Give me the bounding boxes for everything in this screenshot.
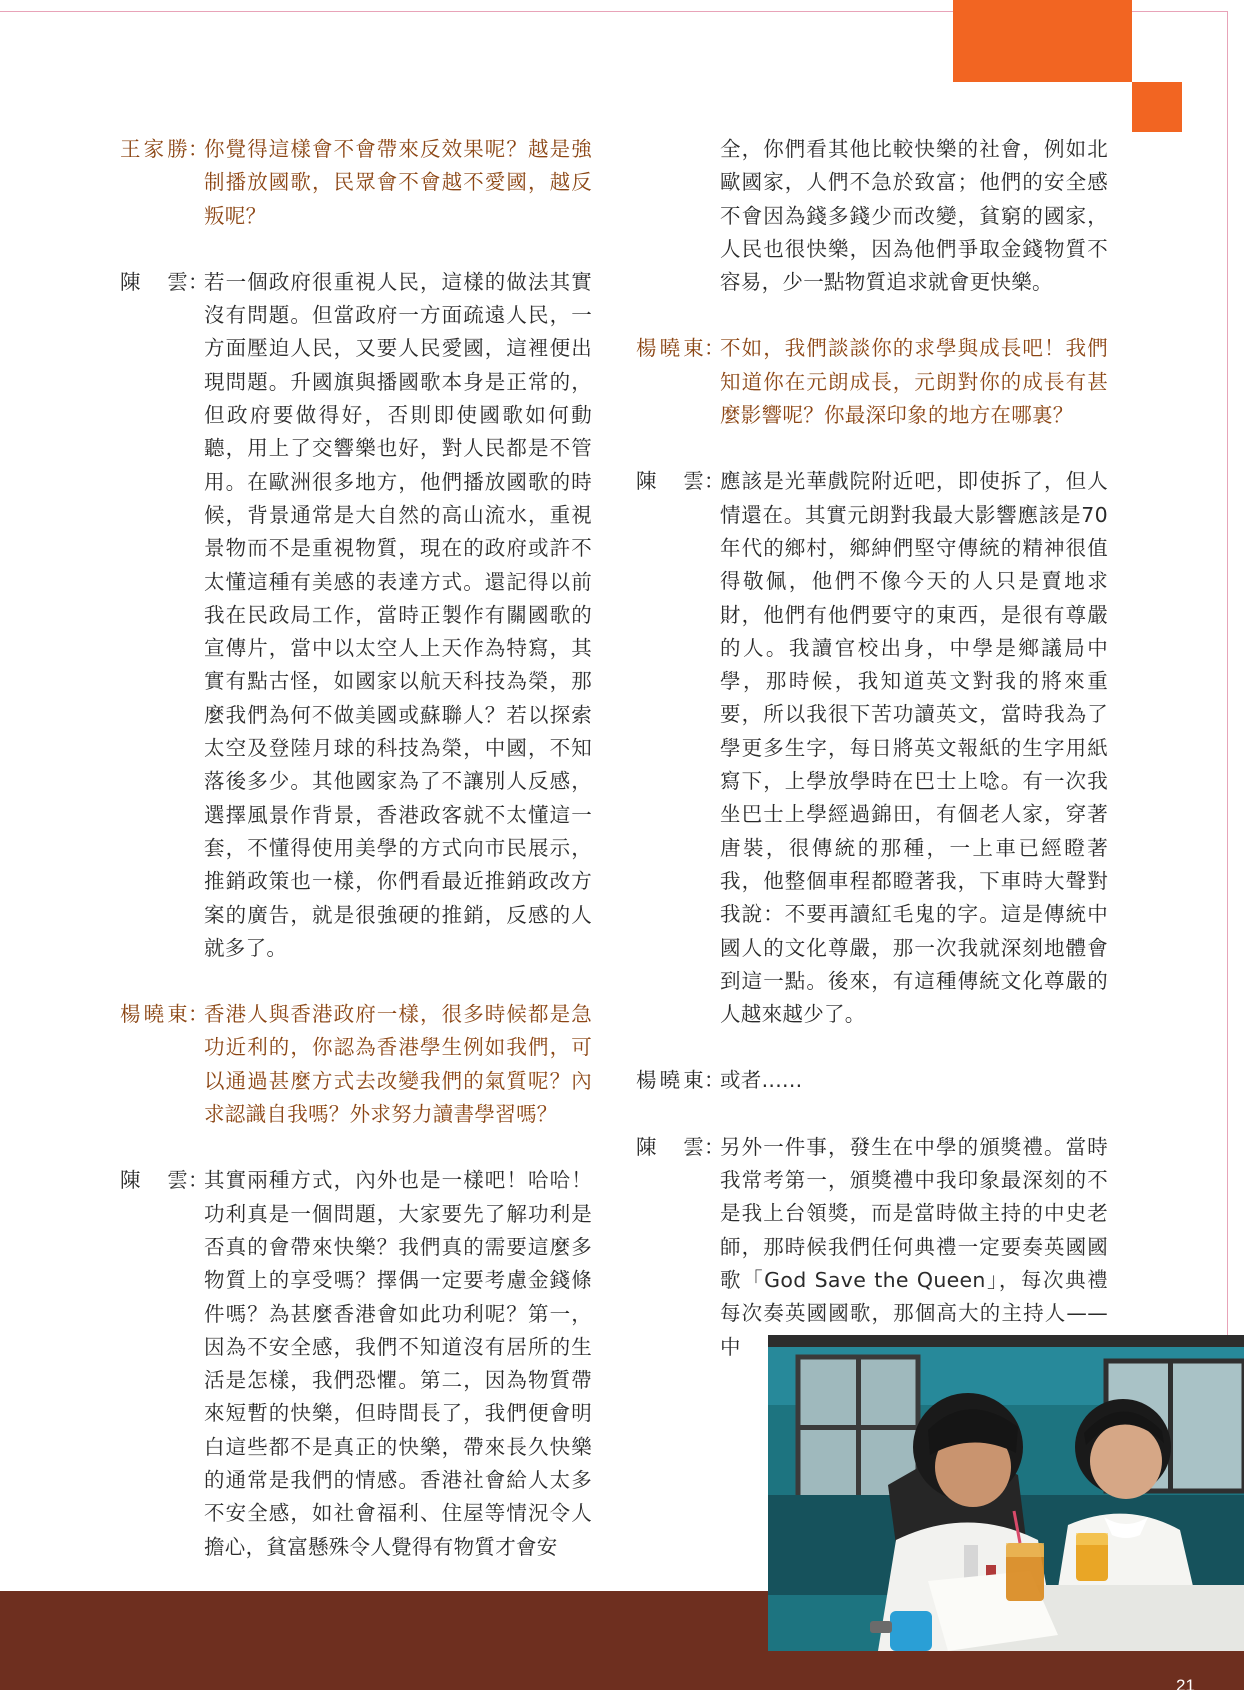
dialogue-text: 全，你們看其他比較快樂的社會，例如北歐國家，人們不急於致富；他們的安全感不會因為錢多錢少而改變，貧窮的國家，人民也很快樂，因為他們爭取金錢物質不容易，少一點物質追求就會更快樂。 — [720, 137, 1108, 295]
dialogue-entry — [120, 1164, 592, 1564]
page-number: 21 — [1176, 1676, 1195, 1690]
dialogue-text: 香港人與香港政府一樣，很多時候都是急功近利的，你認為香港學生例如我們，可以通過甚麼方式去改變我們的氣質呢？內求認識自我嗎？外求努力讀書學習嗎？ — [204, 1002, 592, 1127]
speaker-colon: ： — [704, 1134, 725, 1159]
dialogue-text: 或者...... — [720, 1068, 803, 1093]
speaker-colon: ： — [188, 1168, 209, 1193]
dialogue-entry — [636, 465, 1108, 1031]
dialogue-continuation — [636, 133, 1108, 299]
speaker-name: 楊曉東 — [636, 1068, 704, 1093]
dialogue-entry — [636, 332, 1108, 432]
speaker-name: 楊曉東 — [120, 1002, 188, 1027]
dialogue-entry — [120, 998, 592, 1131]
dialogue-entry — [636, 1064, 1108, 1097]
dialogue-entry — [120, 133, 592, 233]
speaker-name: 楊曉東 — [636, 336, 704, 361]
dialogue-text: 另外一件事，發生在中學的頒獎禮。當時我常考第一，頒獎禮中我印象最深刻的不是我上台領獎，而是當時做主持的中史老師，那時候我們任何典禮一定要奏英國國歌「God Save the Queen」，每次典禮每次奏英國國歌，那個高大的主持人——中 — [720, 1134, 1108, 1359]
dialogue-text: 應該是光華戲院附近吧，即使拆了，但人情還在。其實元朗對我最大影響應該是70年代的鄉村，鄉紳們堅守傳統的精神很值得敬佩，他們不像今天的人只是賣地求財，他們有他們要守的東西，是很有尊嚴的人。我讀官校出身，中學是鄉議局中學，那時候，我知道英文對我的將來重要，所以我很下苦功讀英文，當時我為了學更多生字，每日將英文報紙的生字用紙寫下，上學放學時在巴士上唸。有一次我坐巴士上學經過錦田，有個老人家，穿著唐裝，很傳統的那種，一上車已經瞪著我，他整個車程都瞪著我，下車時大聲對我說：不要再讀紅毛鬼的字。這是傳統中國人的文化尊嚴，那一次我就深刻地體會到這一點。後來，有這種傳統文化尊嚴的人越來越少了。 — [720, 469, 1108, 1027]
speaker-colon: ： — [188, 137, 209, 161]
speaker-name: 陳 雲 — [120, 269, 188, 294]
speaker-name: 陳 雲 — [636, 469, 704, 494]
speaker-colon: ： — [704, 1068, 725, 1093]
speaker-colon: ： — [188, 1002, 209, 1027]
orange-decor-block-large — [953, 0, 1132, 82]
speaker-name: 陳 雲 — [636, 1134, 704, 1159]
left-column — [120, 133, 592, 1597]
right-column — [636, 133, 1108, 1397]
dialogue-text: 你覺得這樣會不會帶來反效果呢？越是強制播放國歌，民眾會不會越不愛國，越反叛呢？ — [204, 137, 592, 228]
speaker-name: 陳 雲 — [120, 1168, 188, 1193]
dialogue-text: 不如，我們談談你的求學與成長吧！我們知道你在元朗成長，元朗對你的成長有甚麼影響呢？你最深印象的地方在哪裏？ — [720, 336, 1108, 428]
dialogue-text: 其實兩種方式，內外也是一樣吧！哈哈！功利真是一個問題，大家要先了解功利是否真的會帶來快樂？我們真的需要這麼多物質上的享受嗎？擇偶一定要考慮金錢條件嗎？為甚麼香港會如此功利呢？第一，因為不安全感，我們不知道沒有居所的生活是怎樣，我們恐懼。第二，因為物質帶來短暫的快樂，但時間長了，我們便會明白這些都不是真正的快樂，帶來長久快樂的通常是我們的情感。香港社會給人太多不安全感，如社會福利、住屋等情況令人擔心，貧富懸殊令人覺得有物質才會安 — [204, 1168, 592, 1559]
dialogue-entry — [120, 266, 592, 965]
speaker-colon: ： — [704, 336, 725, 361]
speaker-name: 王家勝 — [120, 137, 188, 161]
dialogue-entry — [636, 1131, 1108, 1364]
photo-illustration — [768, 1335, 1244, 1651]
photo-students-with-drinks — [768, 1335, 1244, 1651]
speaker-colon: ： — [704, 469, 725, 494]
orange-decor-block-small — [1132, 82, 1182, 132]
dialogue-text: 若一個政府很重視人民，這樣的做法其實沒有問題。但當政府一方面疏遠人民，一方面壓迫人民，又要人民愛國，這裡便出現問題。升國旗與播國歌本身是正常的，但政府要做得好，否則即使國歌如何動聽，用上了交響樂也好，對人民都是不管用。在歐洲很多地方，他們播放國歌的時候，背景通常是大自然的高山流水，重視景物而不是重視物質，現在的政府或許不太懂這種有美感的表達方式。還記得以前我在民政局工作，當時正製作有關國歌的宣傳片，當中以太空人上天作為特寫，其實有點古怪，如國家以航天科技為榮，那麼我們為何不做美國或蘇聯人？若以探索太空及登陸月球的科技為榮，中國，不知落後多少。其他國家為了不讓別人反感，選擇風景作背景，香港政客就不太懂這一套，不懂得使用美學的方式向市民展示，推銷政策也一樣，你們看最近推銷政改方案的廣告，就是很強硬的推銷，反感的人就多了。 — [204, 269, 592, 960]
speaker-colon: ： — [188, 269, 209, 294]
